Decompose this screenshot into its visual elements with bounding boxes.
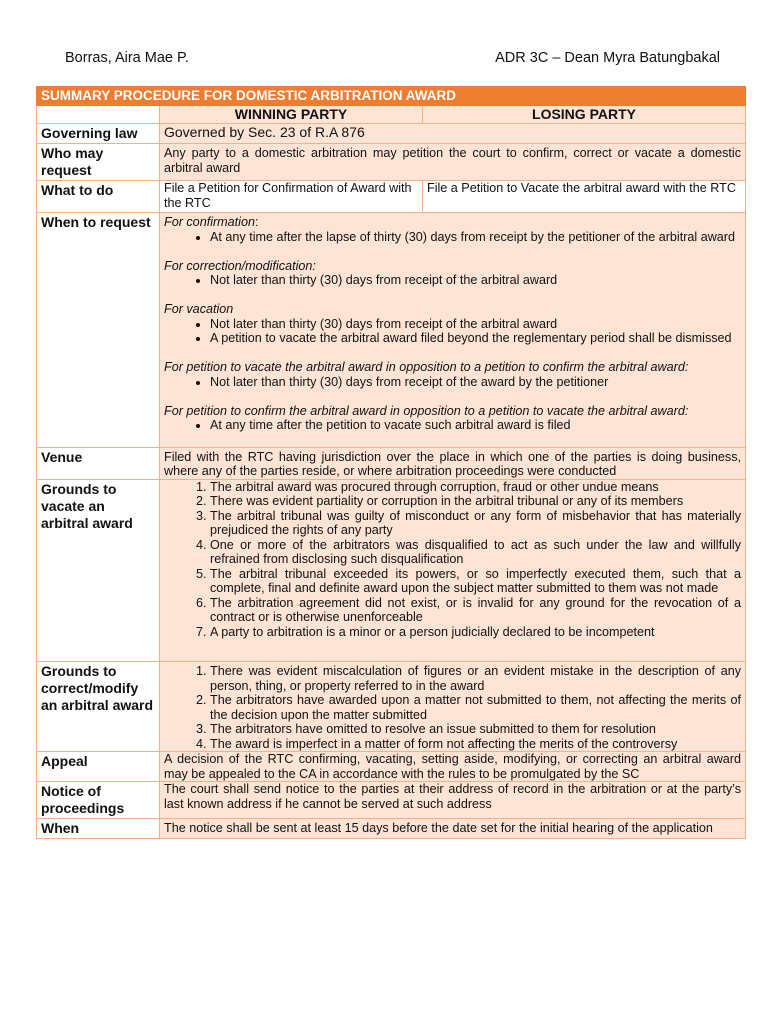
notice-label: Notice of proceedings [37,782,160,819]
author-name: Borras, Aira Mae P. [65,50,189,66]
appeal-label: Appeal [37,752,160,782]
venue-label: Venue [37,447,160,479]
list-item: 1. There was evident miscalculation of figures or an evident mistake in the description of any person, thing, or property referred to in the award [210,664,741,693]
page-header [65,50,720,66]
confirm-opposition-heading: For petition to confirm the arbitral award in opposition to a petition to vacate the arbitral award: [164,403,689,418]
list-item: 3. The arbitrators have omitted to resolve an issue submitted to them for resolution [210,722,741,737]
when-text: The notice shall be sent at least 15 days before the date set for the initial hearing of the application [160,819,746,839]
list-item: 4. One or more of the arbitrators was disqualified to act as such under the law and willfully refrained from disclosing such disqualification [210,538,741,567]
what-to-do-winning: File a Petition for Confirmation of Award with the RTC [160,181,423,213]
losing-party-header: LOSING PARTY [423,106,746,124]
list-item: 7. A party to arbitration is a minor or a person judicially declared to be incompetent [210,625,741,640]
confirmation-heading: For confirmation: [164,215,259,229]
list-item: 1. The arbitral award was procured through corruption, fraud or other undue means [210,480,741,495]
winning-party-header: WINNING PARTY [160,106,423,124]
grounds-correct-content [160,662,746,752]
when-to-request-label: When to request [37,213,160,448]
what-to-do-losing: File a Petition to Vacate the arbitral award with the RTC [423,181,746,213]
course-info: ADR 3C – Dean Myra Batungbakal [495,50,720,66]
when-row [37,819,746,839]
list-item: 5. The arbitral tribunal exceeded its powers, or so imperfectly executed them, such that a complete, final and definite award upon the subject matter submitted to them was not made [210,567,741,596]
who-may-request-label: Who may request [37,144,160,181]
list-item: 4. The award is imperfect in a matter of form not affecting the merits of the controversy [210,737,741,752]
list-item: • At any time after the petition to vacate such arbitral award is filed [210,418,741,433]
grounds-vacate-row [37,479,746,662]
list-item: 3. The arbitral tribunal was guilty of misconduct or any form of misbehavior that has materially prejudiced the rights of any party [210,509,741,538]
grounds-correct-label: Grounds to correct/modify an arbitral award [37,662,160,752]
governing-law-row [37,124,746,144]
table-title-row [37,87,746,106]
what-to-do-row [37,181,746,213]
venue-text: Filed with the RTC having jurisdiction over the place in which one of the parties is doing business, where any of the parties reside, or where arbitration proceedings were conducted [160,447,746,479]
notice-row [37,782,746,819]
when-to-request-content [160,213,746,448]
vacation-heading: For vacation [164,302,234,316]
appeal-text: A decision of the RTC confirming, vacating, setting aside, modifying, or correcting an arbitral award may be appealed to the CA in accordance with the rules to be promulgated by the SC [160,752,746,782]
list-item: • Not later than thirty (30) days from receipt of the arbitral award [210,317,741,332]
notice-text: The court shall send notice to the parties at their address of record in the arbitration or at the party’s last known address if he cannot be served at such address [160,782,746,819]
grounds-vacate-content [160,479,746,662]
appeal-row [37,752,746,782]
when-label: When [37,819,160,839]
grounds-vacate-label: Grounds to vacate an arbitral award [37,479,160,662]
list-item: • Not later than thirty (30) days from receipt of the arbitral award [210,273,741,288]
correction-heading: For correction/modification: [164,258,316,273]
empty-header-cell [37,106,160,124]
when-to-request-row [37,213,746,448]
list-item: • Not later than thirty (30) days from receipt of the award by the petitioner [210,375,741,390]
what-to-do-label: What to do [37,181,160,213]
list-item: 6. The arbitration agreement did not exist, or is invalid for any ground for the revocation of a contract or is otherwise unenforceable [210,596,741,625]
vacate-opposition-heading: For petition to vacate the arbitral award in opposition to a petition to confirm the arbitral award: [164,360,689,374]
list-item: 2. There was evident partiality or corruption in the arbitral tribunal or any of its members [210,494,741,509]
grounds-correct-row [37,662,746,752]
list-item: • At any time after the lapse of thirty (30) days from receipt by the petitioner of the arbitral award [210,230,741,245]
list-item: 2. The arbitrators have awarded upon a matter not submitted to them, not affecting the merits of the decision upon the matter submitted [210,693,741,722]
who-may-request-row [37,144,746,181]
venue-row [37,447,746,479]
who-may-request-text: Any party to a domestic arbitration may petition the court to confirm, correct or vacate a domestic arbitral award [160,144,746,181]
summary-table [36,86,746,839]
column-header-row [37,106,746,124]
list-item: • A petition to vacate the arbitral award filed beyond the reglementary period shall be dismissed [210,331,741,346]
governing-law-text: Governed by Sec. 23 of R.A 876 [160,124,746,144]
table-title: SUMMARY PROCEDURE FOR DOMESTIC ARBITRATION AWARD [37,87,746,106]
governing-law-label: Governing law [37,124,160,144]
